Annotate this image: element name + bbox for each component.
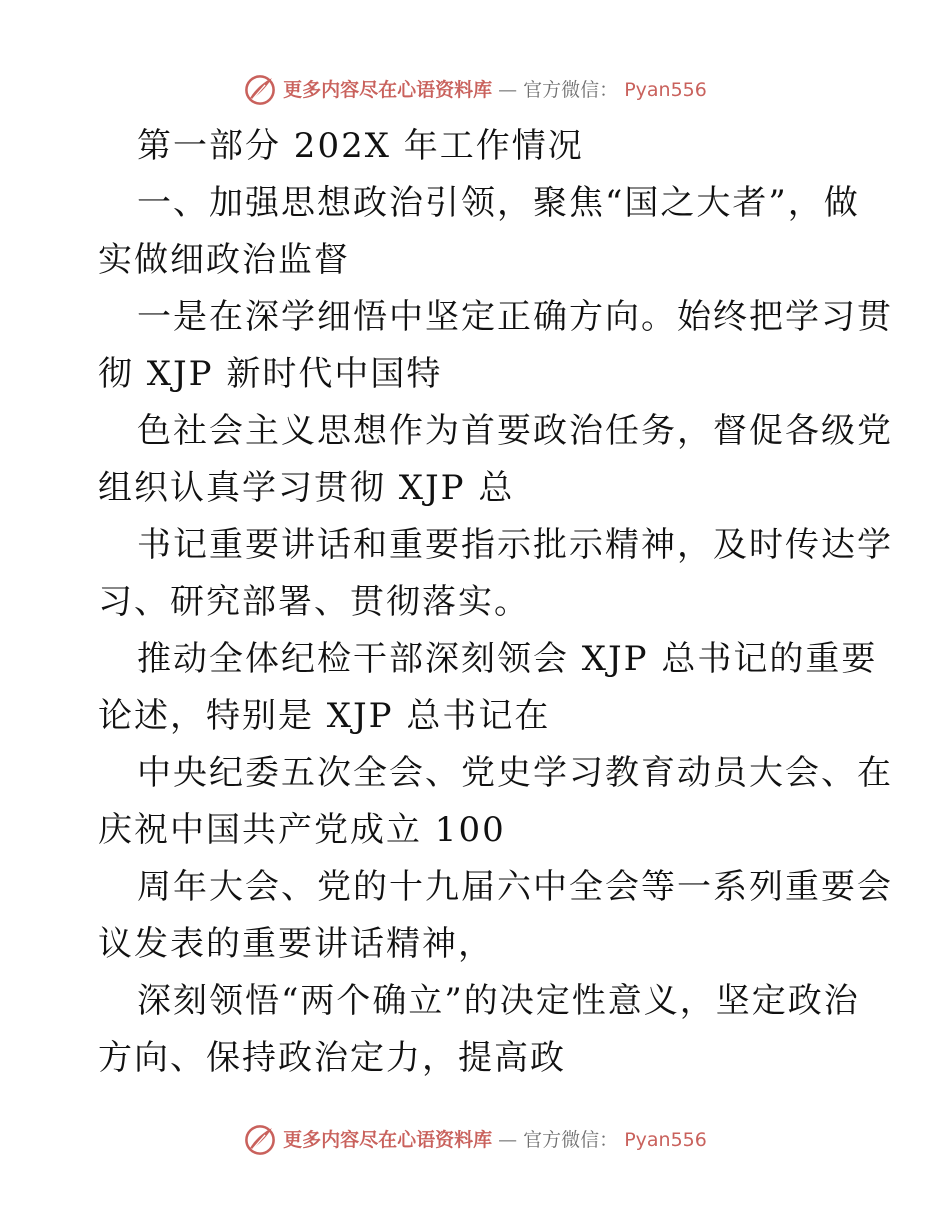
paragraph-line: 色社会主义思想作为首要政治任务，督促各级党 — [137, 411, 893, 451]
paragraph-line: 推动全体纪检干部深刻领会 XJP 总书记的重要 — [137, 639, 878, 679]
paragraph-line: 习、研究部署、贯彻落实。 — [98, 582, 530, 622]
paragraph-line: 庆祝中国共产党成立 100 — [98, 810, 506, 850]
watermark-dash: — — [498, 1128, 518, 1151]
paragraph-line: 方向、保持政治定力，提高政 — [98, 1038, 566, 1078]
paragraph-line: 一是在深学细悟中坚定正确方向。始终把学习贯 — [137, 297, 893, 337]
section-heading: 第一部分 202X 年工作情况 — [137, 126, 584, 166]
document-body — [98, 118, 893, 1087]
watermark-contact-id: Pyan556 — [624, 1128, 707, 1151]
watermark-main-text: 更多内容尽在心语资料库 — [283, 78, 493, 101]
watermark-header — [0, 70, 950, 110]
paragraph-line: 彻 XJP 新时代中国特 — [98, 354, 443, 394]
watermark-contact-id: Pyan556 — [624, 78, 707, 101]
paragraph-line: 实做细政治监督 — [98, 240, 350, 280]
paragraph-line: 深刻领悟“两个确立”的决定性意义，坚定政治 — [137, 981, 860, 1021]
paragraph-line: 论述，特别是 XJP 总书记在 — [98, 696, 551, 736]
paragraph-line: 周年大会、党的十九届六中全会等一系列重要会 — [137, 867, 893, 907]
watermark-dash: — — [498, 78, 518, 101]
paragraph-line: 书记重要讲话和重要指示批示精神，及时传达学 — [137, 525, 893, 565]
quill-logo-icon — [243, 73, 277, 107]
quill-logo-icon — [243, 1123, 277, 1157]
paragraph-line: 一、加强思想政治引领，聚焦“国之大者”，做 — [137, 183, 860, 223]
paragraph-line: 中央纪委五次全会、党史学习教育动员大会、在 — [137, 753, 893, 793]
watermark-contact-label: 官方微信： — [523, 1128, 619, 1151]
paragraph-line: 组织认真学习贯彻 XJP 总 — [98, 468, 515, 508]
watermark-main-text: 更多内容尽在心语资料库 — [283, 1128, 493, 1151]
watermark-contact-label: 官方微信： — [523, 78, 619, 101]
paragraph-line: 议发表的重要讲话精神， — [98, 924, 494, 964]
watermark-footer — [0, 1120, 950, 1160]
